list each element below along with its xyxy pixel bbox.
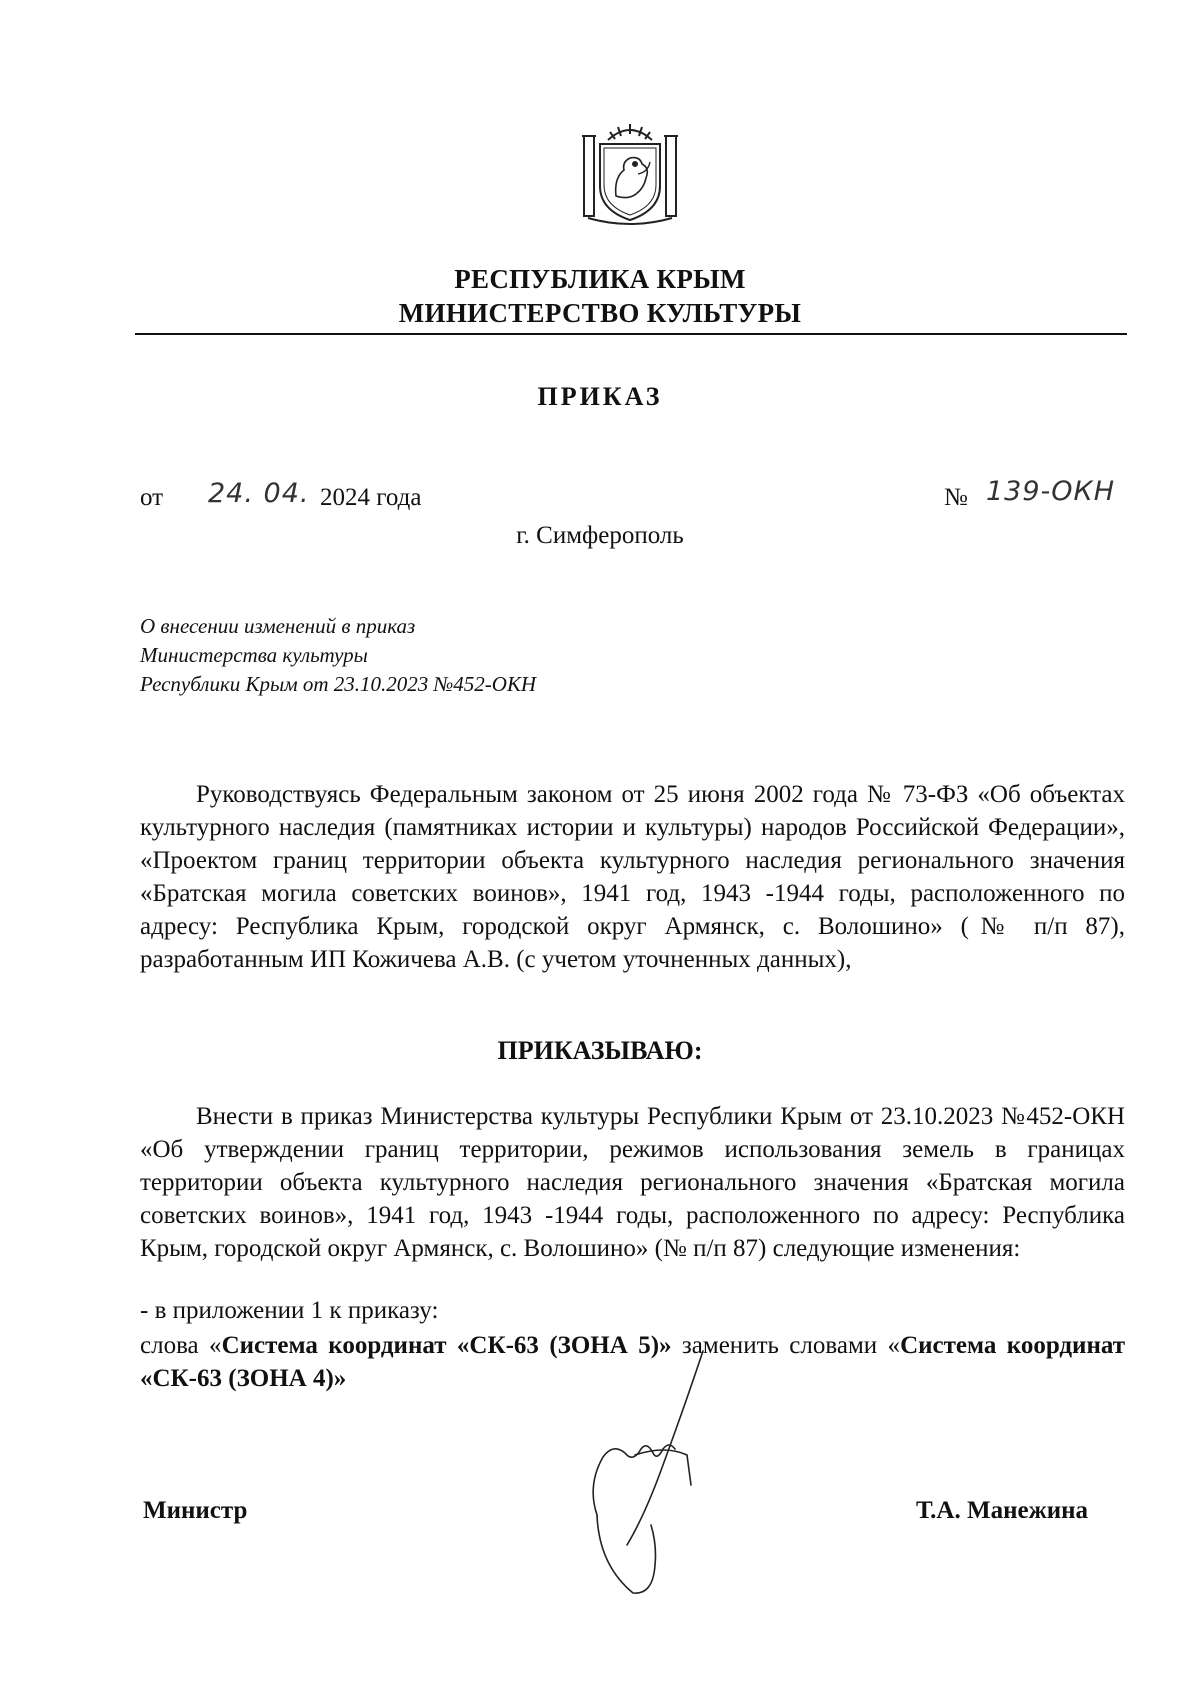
order-subject (140, 612, 536, 699)
document-type-title: ПРИКАЗ (537, 382, 663, 411)
date-from-label: от (140, 484, 164, 511)
new-coordinate-system: Система координат «СК-63 (ЗОНА 4)» (140, 1332, 1125, 1392)
subject-line: О внесении изменений в приказ (140, 614, 416, 638)
change-prefix: слова « (140, 1332, 222, 1359)
handwritten-signature (575, 1345, 735, 1600)
city-name: г. Симферополь (516, 522, 684, 549)
header-divider (135, 333, 1127, 335)
order-keyword: ПРИКАЗЫВАЮ: (497, 1036, 703, 1065)
change-bullet: - в приложении 1 к приказу: (140, 1297, 439, 1324)
change-middle: заменить словами « (671, 1332, 901, 1359)
subject-line: Республики Крым от 23.10.2023 №452-ОКН (140, 672, 537, 696)
organization-name-line1: РЕСПУБЛИКА КРЫМ (454, 264, 746, 294)
handwritten-date: 24. 04. (208, 478, 310, 509)
organization-name-line2: МИНИСТЕРСТВО КУЛЬТУРЫ (398, 298, 802, 328)
old-coordinate-system: Система координат «СК-63 (ЗОНА 5)» (221, 1332, 672, 1359)
directive-paragraph: Внести в приказ Министерства культуры Республики Крым от 23.10.2023 №452-ОКН «Об утверждении границ территории, режимов использования земель в границах территории объекта культурного наследия регионального значения «Братская могила советских воинов», 1941 год, 1943 -1944 годы, расположенного по адресу: Республика Крым, городской округ Армянск, с. Волошино» (№ п/п 87) следующие изменения: (140, 1103, 1125, 1262)
coat-of-arms-emblem (578, 118, 682, 228)
signatory-name: Т.А. Манежина (916, 1497, 1089, 1524)
preamble-paragraph: Руководствуясь Федеральным законом от 25 июня 2002 года № 73-ФЗ «Об объектах культурного наследия (памятниках истории и культуры) народов Российской Федерации», «Проектом границ территории объекта культурного наследия регионального значения «Братская могила советских воинов», 1941 год, 1943 -1944 годы, расположенного по адресу: Республика Крым, городской округ Армянск, с. Волошино» (№ п/п 87), разработанным ИП Кожичева А.В. (с учетом уточненных данных), (140, 781, 1125, 973)
signatory-title: Министр (143, 1497, 248, 1524)
order-number-label: № (944, 484, 968, 511)
handwritten-order-number: 139-ОКН (986, 476, 1116, 507)
subject-line: Министерства культуры (140, 643, 368, 667)
date-year: 2024 года (320, 484, 422, 511)
